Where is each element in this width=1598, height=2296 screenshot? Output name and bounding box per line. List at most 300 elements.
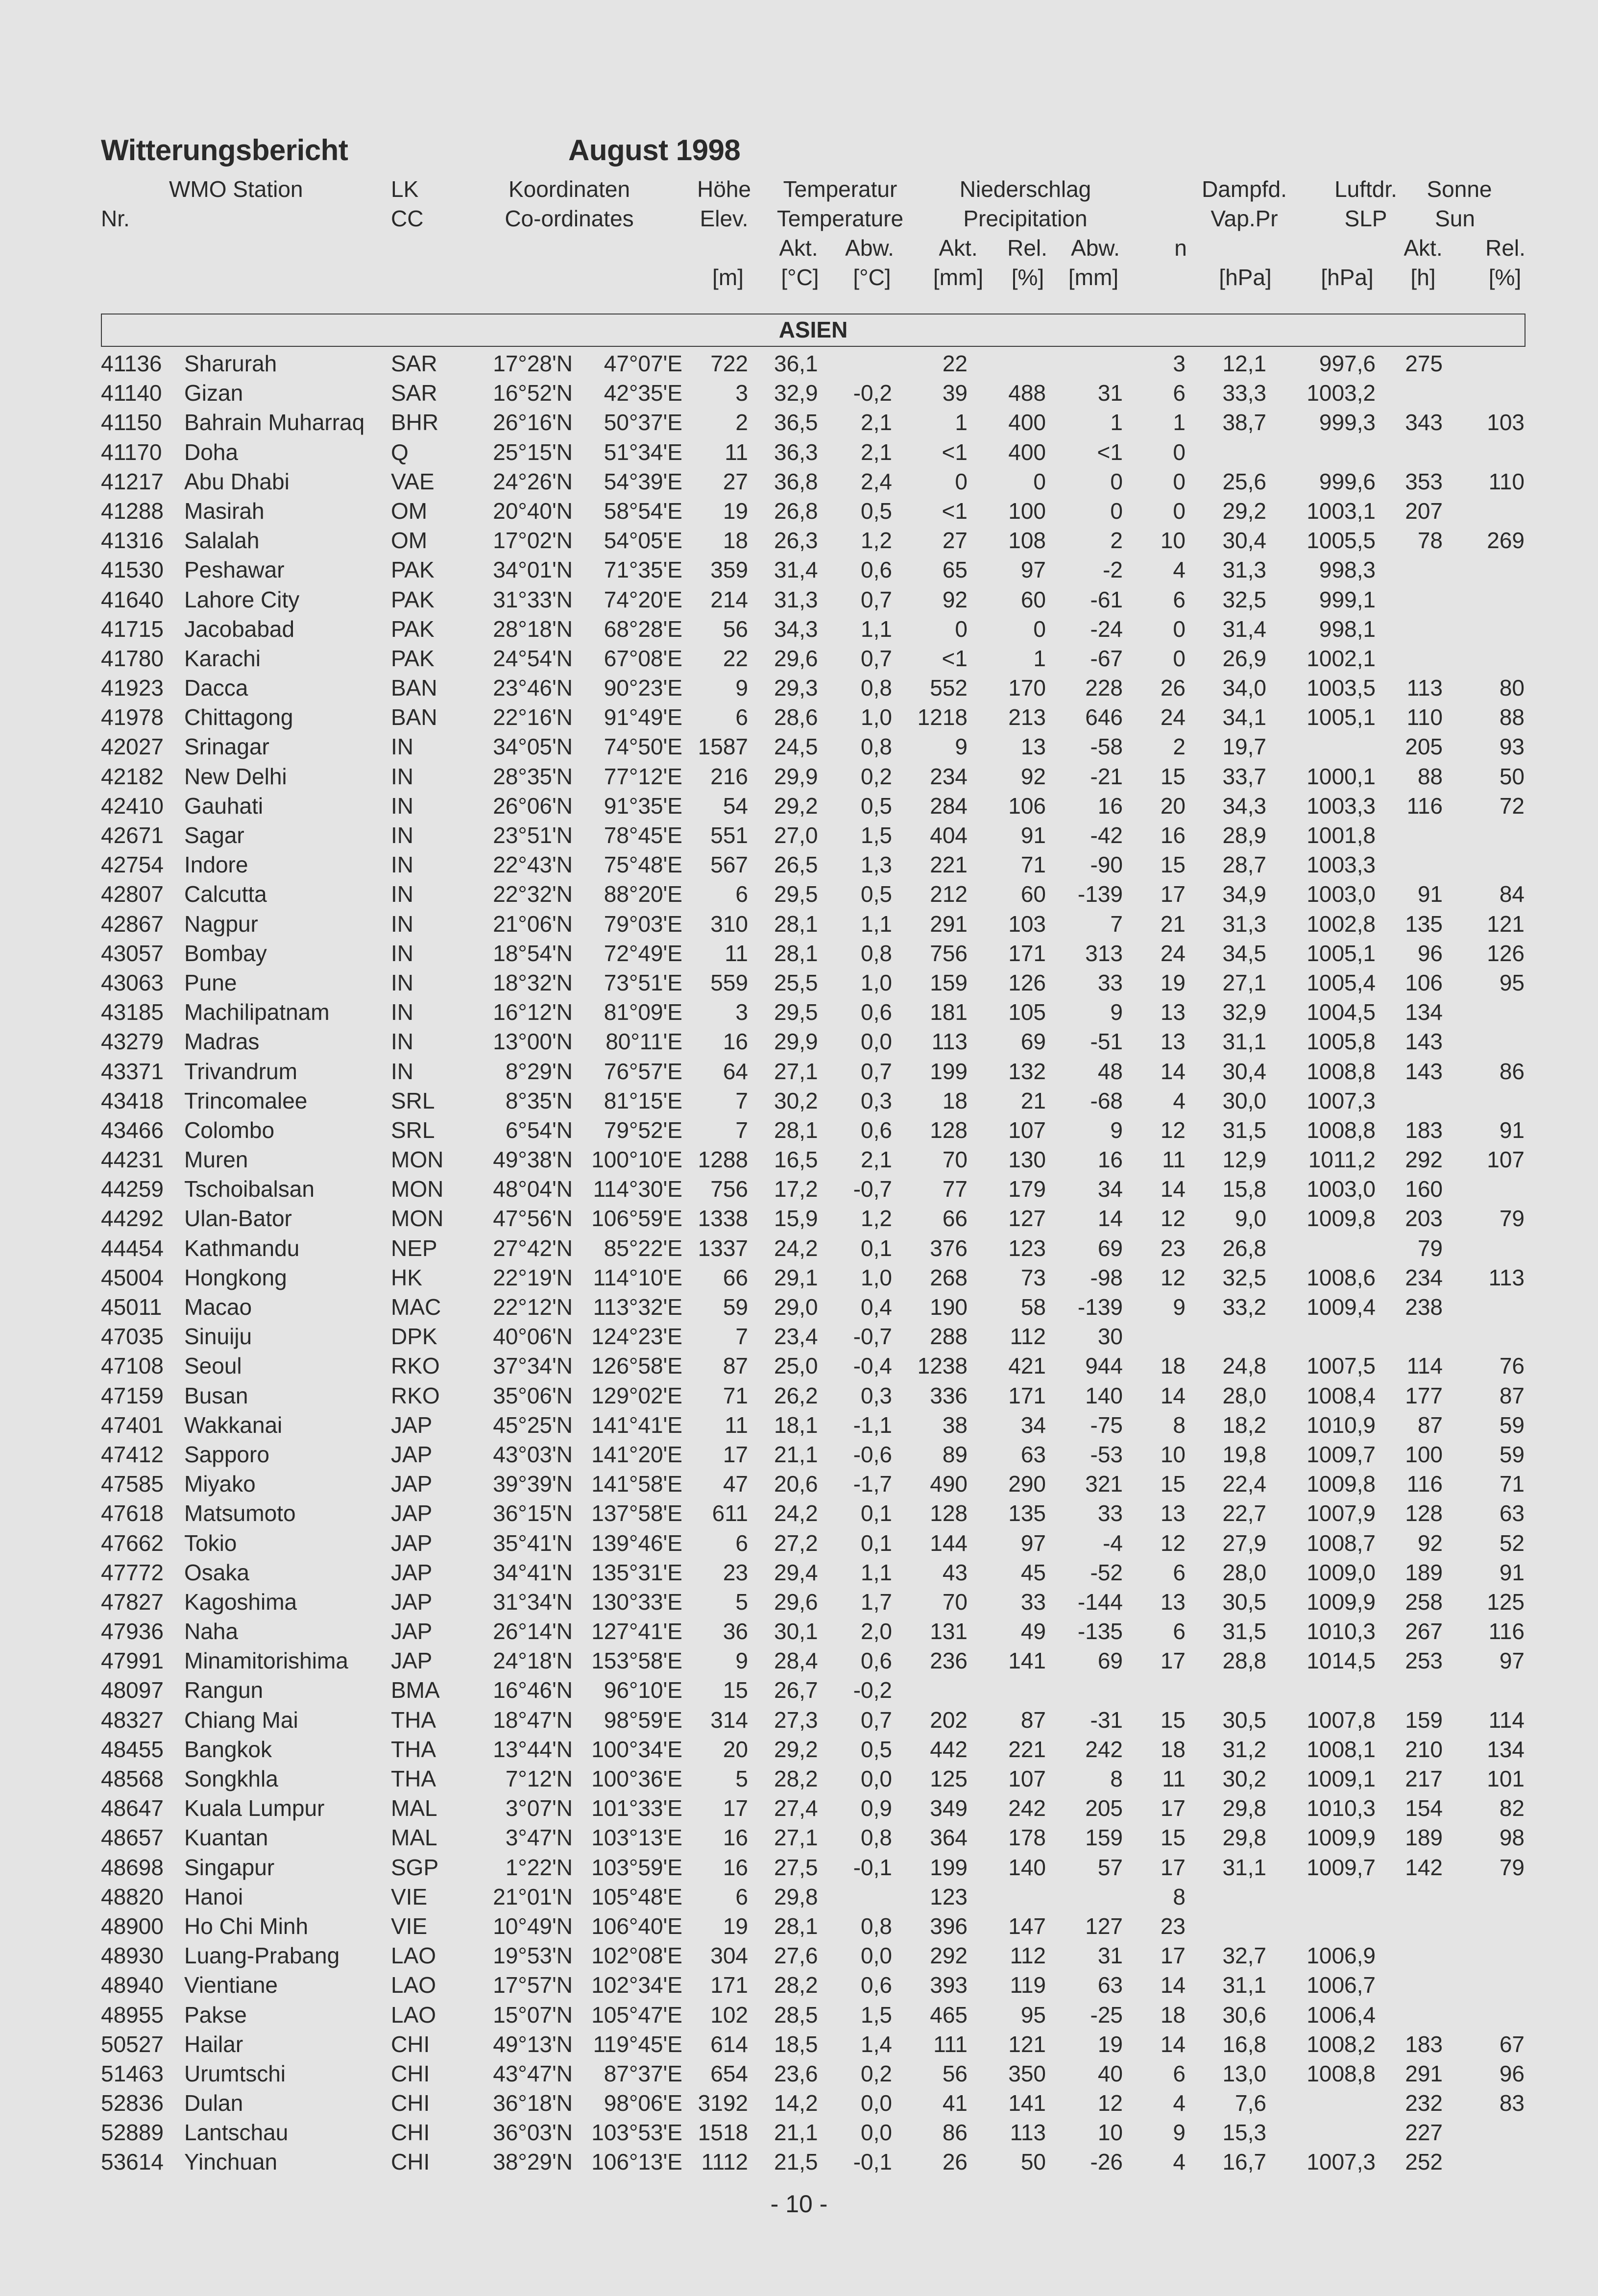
temp-abw: 2,4 (861, 468, 892, 494)
latitude: 31°33'N (493, 586, 573, 612)
longitude: 96°10'E (604, 1677, 682, 1703)
country-code: IN (391, 852, 413, 878)
station-number: 47585 (101, 1471, 164, 1497)
table-row (0, 968, 1598, 997)
header-unit-precip-rel: [%] (1011, 265, 1044, 290)
vapour-pressure: 27,9 (1222, 1530, 1266, 1556)
vapour-pressure: 12,9 (1222, 1147, 1266, 1173)
station-name: Macao (184, 1294, 252, 1320)
temp-akt: 27,1 (774, 1058, 818, 1084)
precip-abw: <1 (1097, 439, 1123, 465)
sea-level-pressure: 999,1 (1319, 586, 1376, 612)
station-name: Machilipatnam (184, 999, 330, 1025)
rain-days: 2 (1173, 734, 1186, 760)
elevation: 214 (710, 586, 748, 612)
sunshine-hours: 100 (1405, 1441, 1443, 1467)
vapour-pressure: 15,8 (1222, 1176, 1266, 1202)
precip-abw: 242 (1085, 1736, 1123, 1762)
longitude: 126°58'E (591, 1353, 682, 1379)
longitude: 75°48'E (604, 852, 682, 878)
elevation: 756 (710, 1176, 748, 1202)
temp-akt: 20,6 (774, 1471, 818, 1497)
longitude: 74°20'E (604, 586, 682, 612)
station-number: 43057 (101, 940, 164, 966)
table-row (0, 1174, 1598, 1204)
country-code: JAP (391, 1412, 433, 1438)
latitude: 7°12'N (505, 1766, 573, 1791)
precip-rel: 132 (1008, 1058, 1046, 1084)
elevation: 64 (723, 1058, 748, 1084)
latitude: 18°54'N (493, 940, 573, 966)
longitude: 72°49'E (604, 940, 682, 966)
elevation: 6 (735, 1884, 748, 1909)
precip-rel: 178 (1008, 1825, 1046, 1851)
sea-level-pressure: 1002,1 (1307, 645, 1376, 671)
sunshine-rel: 59 (1499, 1412, 1525, 1438)
latitude: 1°22'N (505, 1854, 573, 1880)
longitude: 76°57'E (604, 1058, 682, 1084)
precip-abw: -98 (1090, 1264, 1123, 1290)
temp-akt: 18,5 (774, 2031, 818, 2057)
sunshine-rel: 125 (1487, 1589, 1525, 1615)
precip-abw: -53 (1090, 1441, 1123, 1467)
station-name: Pakse (184, 2002, 247, 2028)
precip-rel: 33 (1020, 1589, 1046, 1615)
precip-rel: 106 (1008, 793, 1046, 819)
sunshine-rel: 67 (1499, 2031, 1525, 2057)
country-code: IN (391, 822, 413, 848)
sunshine-rel: 88 (1499, 704, 1525, 730)
latitude: 6°54'N (505, 1117, 573, 1143)
latitude: 34°01'N (493, 557, 573, 583)
sunshine-rel: 114 (1488, 1707, 1525, 1733)
vapour-pressure: 30,2 (1222, 1766, 1266, 1791)
station-name: Abu Dhabi (184, 468, 290, 494)
country-code: RKO (391, 1382, 440, 1408)
sunshine-rel: 116 (1488, 1619, 1525, 1644)
temp-akt: 15,9 (774, 1206, 818, 1232)
country-code: MON (391, 1176, 444, 1202)
sunshine-hours: 183 (1405, 2031, 1443, 2057)
rain-days: 8 (1173, 1884, 1186, 1909)
longitude: 90°23'E (604, 675, 682, 701)
temp-abw: 0,0 (861, 2090, 892, 2116)
elevation: 66 (723, 1264, 748, 1290)
section-box (101, 314, 1525, 347)
latitude: 25°15'N (493, 439, 573, 465)
station-name: Luang-Prabang (184, 1943, 340, 1969)
temp-akt: 29,4 (774, 1559, 818, 1585)
vapour-pressure: 31,4 (1222, 616, 1266, 642)
table-row (0, 1646, 1598, 1675)
latitude: 40°06'N (493, 1324, 573, 1350)
sea-level-pressure: 1007,8 (1307, 1707, 1376, 1733)
sunshine-rel: 126 (1487, 940, 1525, 966)
rain-days: 17 (1160, 1795, 1186, 1821)
longitude: 129°02'E (591, 1382, 682, 1408)
station-name: Lahore City (184, 586, 300, 612)
precip-abw: -26 (1090, 2149, 1123, 2175)
sunshine-hours: 291 (1405, 2060, 1443, 2086)
table-row (0, 1263, 1598, 1292)
precip-akt: 1238 (917, 1353, 968, 1379)
temp-abw: 0,3 (861, 1382, 892, 1408)
temp-akt: 28,1 (774, 1117, 818, 1143)
table-row (0, 1528, 1598, 1558)
elevation: 359 (710, 557, 748, 583)
station-number: 42410 (101, 793, 164, 819)
station-number: 41136 (101, 351, 162, 376)
sea-level-pressure: 1003,1 (1307, 498, 1376, 524)
precip-abw: -61 (1090, 586, 1123, 612)
precip-akt: 552 (930, 675, 968, 701)
longitude: 141°20'E (591, 1441, 682, 1467)
temp-abw: 1,1 (861, 1559, 892, 1585)
station-number: 43466 (101, 1117, 164, 1143)
vapour-pressure: 9,0 (1235, 1206, 1266, 1232)
sunshine-hours: 88 (1417, 763, 1443, 789)
longitude: 58°54'E (604, 498, 682, 524)
rain-days: 15 (1160, 763, 1186, 789)
vapour-pressure: 33,7 (1222, 763, 1266, 789)
country-code: THA (391, 1736, 436, 1762)
country-code: IN (391, 911, 413, 937)
precip-akt: 291 (930, 911, 968, 937)
header-unit-temp-abw: [°C] (853, 265, 891, 290)
station-name: Seoul (184, 1353, 242, 1379)
sea-level-pressure: 1005,4 (1307, 969, 1376, 995)
rain-days: 11 (1162, 1766, 1186, 1791)
temp-akt: 29,6 (774, 1589, 818, 1615)
precip-akt: 1218 (917, 704, 968, 730)
station-number: 41715 (101, 616, 164, 642)
latitude: 47°56'N (493, 1206, 573, 1232)
temp-abw: 0,6 (861, 1972, 892, 1998)
precip-rel: 123 (1008, 1235, 1046, 1261)
precip-rel: 126 (1008, 969, 1046, 995)
precip-rel: 135 (1008, 1500, 1046, 1526)
latitude: 8°35'N (505, 1088, 573, 1113)
longitude: 79°03'E (604, 911, 682, 937)
temp-abw: 0,5 (861, 881, 892, 907)
sea-level-pressure: 1000,1 (1307, 763, 1376, 789)
precip-rel: 105 (1008, 999, 1046, 1025)
precip-rel: 1 (1033, 645, 1046, 671)
temp-akt: 28,4 (774, 1648, 818, 1674)
longitude: 141°58'E (591, 1471, 682, 1497)
elevation: 47 (723, 1471, 748, 1497)
precip-abw: 57 (1097, 1854, 1123, 1880)
longitude: 98°06'E (604, 2090, 682, 2116)
temp-abw: -0,2 (853, 1677, 892, 1703)
station-number: 41316 (101, 528, 164, 554)
station-name: Sharurah (184, 351, 277, 376)
table-row (0, 1233, 1598, 1263)
sunshine-hours: 189 (1405, 1559, 1443, 1585)
precip-akt: 199 (930, 1854, 968, 1880)
rain-days: 12 (1160, 1530, 1186, 1556)
rain-days: 23 (1160, 1235, 1186, 1261)
sea-level-pressure: 1009,0 (1307, 1559, 1376, 1585)
temp-akt: 29,3 (774, 675, 818, 701)
temp-abw: 0,2 (861, 763, 892, 789)
vapour-pressure: 25,6 (1222, 468, 1266, 494)
table-row (0, 1853, 1598, 1882)
sunshine-hours: 252 (1405, 2149, 1443, 2175)
rain-days: 13 (1160, 1500, 1186, 1526)
station-name: Trincomalee (184, 1088, 308, 1113)
rain-days: 6 (1173, 1559, 1186, 1585)
sea-level-pressure: 1003,2 (1307, 380, 1376, 406)
temp-abw: 2,0 (861, 1619, 892, 1644)
table-row (0, 1322, 1598, 1351)
sunshine-hours: 227 (1405, 2120, 1443, 2146)
latitude: 43°47'N (493, 2060, 573, 2086)
precip-akt: 292 (930, 1943, 968, 1969)
elevation: 654 (710, 2060, 748, 2086)
vapour-pressure: 29,8 (1222, 1795, 1266, 1821)
elevation: 1338 (698, 1206, 748, 1232)
station-number: 50527 (101, 2031, 164, 2057)
station-number: 53614 (101, 2149, 164, 2175)
elevation: 559 (710, 969, 748, 995)
longitude: 106°59'E (591, 1206, 682, 1232)
sea-level-pressure: 1005,5 (1307, 528, 1376, 554)
sea-level-pressure: 1003,3 (1307, 852, 1376, 878)
temp-abw: 2,1 (861, 410, 892, 435)
sea-level-pressure: 1009,9 (1307, 1589, 1376, 1615)
precip-abw: 31 (1097, 1943, 1123, 1969)
station-name: Madras (184, 1029, 260, 1055)
precip-abw: 944 (1085, 1353, 1123, 1379)
temp-akt: 27,1 (774, 1825, 818, 1851)
temp-akt: 27,6 (774, 1943, 818, 1969)
sunshine-rel: 97 (1499, 1648, 1525, 1674)
precip-abw: -52 (1090, 1559, 1123, 1585)
precip-rel: 69 (1020, 1029, 1046, 1055)
country-code: IN (391, 940, 413, 966)
temp-akt: 16,5 (774, 1147, 818, 1173)
station-name: Bangkok (184, 1736, 272, 1762)
temp-abw: 0,5 (861, 498, 892, 524)
station-name: Masirah (184, 498, 265, 524)
table-row (0, 1145, 1598, 1174)
station-name: Kathmandu (184, 1235, 300, 1261)
rain-days: 6 (1173, 586, 1186, 612)
precip-rel: 91 (1020, 822, 1046, 848)
station-name: Naha (184, 1619, 238, 1644)
station-name: Sagar (184, 822, 244, 848)
header-unit-precip-akt: [mm] (933, 265, 984, 290)
sea-level-pressure: 1006,9 (1307, 1943, 1376, 1969)
precip-rel: 141 (1008, 1648, 1046, 1674)
header-unit-vappr: [hPa] (1219, 265, 1272, 290)
station-name: Singapur (184, 1854, 275, 1880)
precip-akt: 212 (930, 881, 968, 907)
latitude: 18°32'N (493, 969, 573, 995)
country-code: SRL (391, 1117, 435, 1143)
precip-abw: 646 (1085, 704, 1123, 730)
header-unit-slp: [hPa] (1321, 265, 1374, 290)
table-row (0, 850, 1598, 879)
precip-abw: 30 (1097, 1324, 1123, 1350)
station-name: Bombay (184, 940, 267, 966)
rain-days: 14 (1160, 1972, 1186, 1998)
header-rel-sun: Rel. (1485, 235, 1525, 261)
station-number: 41978 (101, 704, 164, 730)
latitude: 3°07'N (505, 1795, 573, 1821)
precip-rel: 112 (1010, 1943, 1046, 1969)
precip-rel: 97 (1020, 557, 1046, 583)
sunshine-hours: 128 (1405, 1500, 1443, 1526)
rain-days: 18 (1160, 1736, 1186, 1762)
temp-abw: 0,6 (861, 557, 892, 583)
sea-level-pressure: 1007,3 (1307, 2149, 1376, 2175)
header-dampfd: Dampfd. (1202, 176, 1287, 202)
table-row (0, 467, 1598, 496)
rain-days: 3 (1173, 351, 1186, 376)
sea-level-pressure: 997,6 (1319, 351, 1376, 376)
latitude: 10°49'N (493, 1913, 573, 1939)
sea-level-pressure: 1005,8 (1307, 1029, 1376, 1055)
latitude: 3°47'N (505, 1825, 573, 1851)
latitude: 26°16'N (493, 410, 573, 435)
precip-akt: 113 (931, 1029, 968, 1055)
sunshine-hours: 116 (1406, 1471, 1443, 1497)
sunshine-hours: 135 (1405, 911, 1443, 937)
station-number: 43371 (101, 1058, 164, 1084)
vapour-pressure: 30,4 (1222, 1058, 1266, 1084)
station-name: Wakkanai (184, 1412, 283, 1438)
sea-level-pressure: 1007,9 (1307, 1500, 1376, 1526)
temp-abw: 1,0 (861, 704, 892, 730)
table-row (0, 1793, 1598, 1823)
temp-akt: 29,1 (774, 1264, 818, 1290)
station-name: Peshawar (184, 557, 285, 583)
elevation: 1112 (701, 2149, 748, 2175)
header-akt-precip: Akt. (939, 235, 978, 261)
temp-akt: 28,2 (774, 1766, 818, 1791)
latitude: 20°40'N (493, 498, 573, 524)
header-sonne: Sonne (1427, 176, 1492, 202)
vapour-pressure: 22,7 (1222, 1500, 1266, 1526)
precip-abw: -42 (1090, 822, 1123, 848)
station-number: 43063 (101, 969, 164, 995)
precip-akt: 38 (942, 1412, 968, 1438)
sea-level-pressure: 1003,5 (1307, 675, 1376, 701)
table-row (0, 1764, 1598, 1793)
temp-akt: 21,1 (774, 1441, 818, 1467)
table-row (0, 614, 1598, 644)
precip-rel: 141 (1008, 2090, 1046, 2116)
sunshine-rel: 71 (1499, 1471, 1525, 1497)
header-coordinates: Co-ordinates (505, 206, 634, 231)
rain-days: 10 (1160, 1441, 1186, 1467)
temp-abw: 1,1 (861, 911, 892, 937)
table-row (0, 1558, 1598, 1587)
temp-akt: 26,7 (774, 1677, 818, 1703)
temp-akt: 27,3 (774, 1707, 818, 1733)
sunshine-hours: 91 (1417, 881, 1443, 907)
latitude: 45°25'N (493, 1412, 573, 1438)
temp-akt: 26,3 (774, 528, 818, 554)
station-name: Yinchuan (184, 2149, 278, 2175)
elevation: 614 (710, 2031, 748, 2057)
vapour-pressure: 33,2 (1222, 1294, 1266, 1320)
temp-abw: -0,7 (853, 1176, 892, 1202)
rain-days: 17 (1160, 1854, 1186, 1880)
table-row (0, 2030, 1598, 2059)
table-row (0, 1292, 1598, 1322)
sea-level-pressure: 1011,2 (1308, 1147, 1376, 1173)
temp-abw: 0,0 (861, 1766, 892, 1791)
rain-days: 23 (1160, 1913, 1186, 1939)
precip-akt: 404 (930, 822, 968, 848)
precip-abw: 8 (1110, 1766, 1123, 1791)
latitude: 35°06'N (493, 1382, 573, 1408)
rain-days: 4 (1173, 2090, 1186, 2116)
rain-days: 4 (1173, 1088, 1186, 1113)
precip-rel: 119 (1010, 1972, 1046, 1998)
table-row (0, 1498, 1598, 1528)
elevation: 3192 (698, 2090, 748, 2116)
sea-level-pressure: 1005,1 (1307, 940, 1376, 966)
station-name: Hailar (184, 2031, 243, 2057)
country-code: BAN (391, 675, 437, 701)
vapour-pressure: 28,7 (1222, 852, 1266, 878)
precip-abw: -75 (1090, 1412, 1123, 1438)
country-code: IN (391, 999, 413, 1025)
latitude: 17°28'N (493, 351, 573, 376)
country-code: MAC (391, 1294, 441, 1320)
longitude: 102°08'E (591, 1943, 682, 1969)
sea-level-pressure: 1010,9 (1307, 1412, 1376, 1438)
precip-abw: -68 (1090, 1088, 1123, 1113)
temp-akt: 32,9 (774, 380, 818, 406)
station-number: 42754 (101, 852, 164, 878)
longitude: 105°47'E (591, 2002, 682, 2028)
station-number: 52889 (101, 2120, 164, 2146)
elevation: 6 (735, 881, 748, 907)
longitude: 127°41'E (591, 1619, 682, 1644)
precip-abw: 34 (1097, 1176, 1123, 1202)
vapour-pressure: 28,0 (1222, 1382, 1266, 1408)
sunshine-rel: 110 (1488, 468, 1525, 494)
longitude: 73°51'E (604, 969, 682, 995)
temp-abw: 2,1 (861, 1147, 892, 1173)
station-number: 48940 (101, 1972, 164, 1998)
temp-abw: 0,1 (861, 1500, 892, 1526)
vapour-pressure: 29,8 (1222, 1825, 1266, 1851)
temp-akt: 28,6 (774, 704, 818, 730)
precip-rel: 400 (1008, 410, 1046, 435)
longitude: 77°12'E (604, 763, 682, 789)
station-number: 51463 (101, 2060, 164, 2086)
vapour-pressure: 34,5 (1222, 940, 1266, 966)
station-name: Gizan (184, 380, 243, 406)
sunshine-hours: 154 (1405, 1795, 1443, 1821)
latitude: 36°03'N (493, 2120, 573, 2146)
precip-akt: 0 (955, 468, 968, 494)
table-row (0, 2147, 1598, 2176)
station-number: 43418 (101, 1088, 164, 1113)
latitude: 16°46'N (493, 1677, 573, 1703)
longitude: 74°50'E (604, 734, 682, 760)
precip-abw: 31 (1097, 380, 1123, 406)
precip-abw: 140 (1085, 1382, 1123, 1408)
station-name: Matsumoto (184, 1500, 296, 1526)
table-row (0, 673, 1598, 702)
